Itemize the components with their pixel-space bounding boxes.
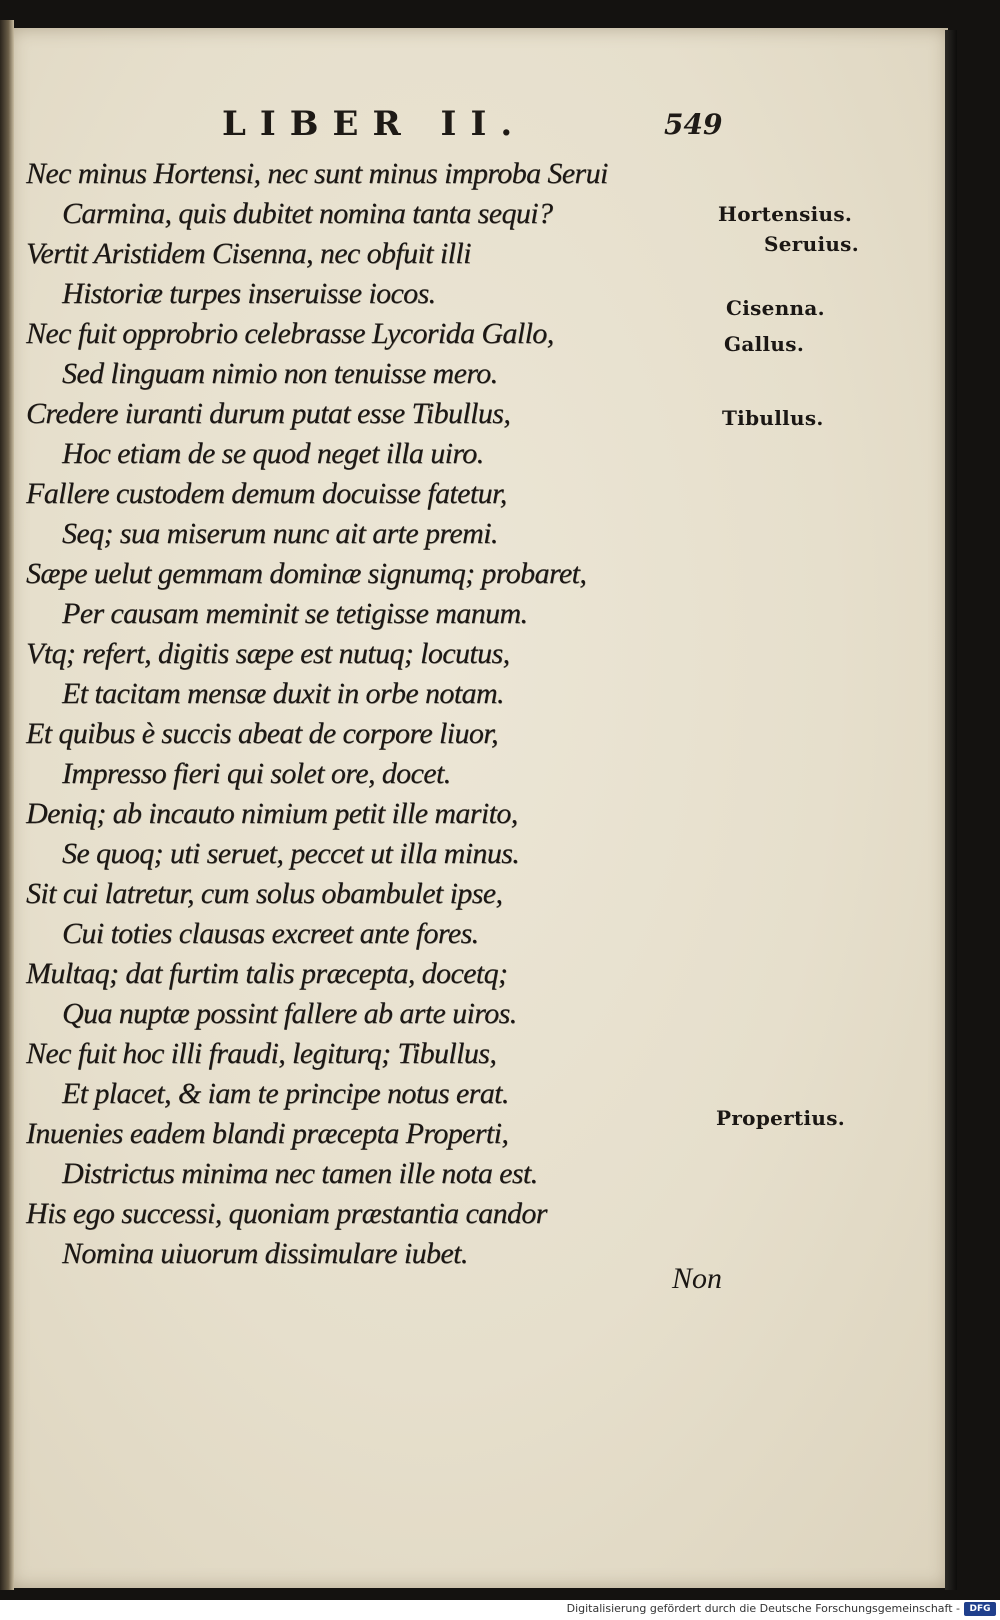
verse-line: Hoc etiam de se quod neget illa uiro. <box>62 437 484 470</box>
verse-line: Carmina, quis dubitet nomina tanta sequi? <box>62 197 553 230</box>
dfg-logo: DFG <box>964 1602 996 1616</box>
verse-line: Fallere custodem demum docuisse fatetur, <box>26 477 507 510</box>
verse-line: Vtq; refert, digitis sæpe est nutuq; locutus, <box>26 637 510 670</box>
verse-line: Sed linguam nimio non tenuisse mero. <box>62 357 498 390</box>
verse-text <box>26 154 646 1274</box>
page-gutter-shadow <box>0 20 14 1590</box>
verse-line: Inuenies eadem blandi præcepta Properti, <box>26 1117 509 1150</box>
digitization-footer <box>0 1600 1000 1620</box>
verse-line: Districtus minima nec tamen ille nota est. <box>62 1157 538 1190</box>
verse-line: Se quoq; uti seruet, peccet ut illa minus. <box>62 837 520 870</box>
marginal-note: Hortensius. <box>718 202 853 226</box>
verse-line: Impresso fieri qui solet ore, docet. <box>62 757 451 790</box>
verse-line: His ego successi, quoniam præstantia candor <box>26 1197 547 1230</box>
verse-line: Vertit Aristidem Cisenna, nec obfuit illi <box>26 237 471 270</box>
funding-credit: Digitalisierung gefördert durch die Deutsche Forschungsgemeinschaft - <box>566 1602 960 1615</box>
verse-line: Nec minus Hortensi, nec sunt minus improba Serui <box>26 157 608 190</box>
verse-line: Sæpe uelut gemmam dominæ signumq; probaret, <box>26 557 587 590</box>
verse-line: Qua nuptæ possint fallere ab arte uiros. <box>62 997 517 1030</box>
running-head: LIBER II. <box>222 104 527 144</box>
verse-line: Seq; sua miserum nunc ait arte premi. <box>62 517 498 550</box>
verse-line: Et placet, & iam te principe notus erat. <box>62 1077 509 1110</box>
verse-line: Nomina uiuorum dissimulare iubet. <box>62 1237 468 1270</box>
marginal-note: Seruius. <box>764 232 860 256</box>
marginal-note: Cisenna. <box>726 296 825 320</box>
page-number: 549 <box>664 108 723 141</box>
verse-line: Historiæ turpes inseruisse iocos. <box>62 277 436 310</box>
verse-line: Multaq; dat furtim talis præcepta, docetq; <box>26 957 508 990</box>
verse-line: Cui toties clausas excreet ante fores. <box>62 917 479 950</box>
page-edge <box>945 30 957 1590</box>
verse-line: Et quibus è succis abeat de corpore liuor, <box>26 717 498 750</box>
verse-line: Per causam meminit se tetigisse manum. <box>62 597 528 630</box>
verse-line: Sit cui latretur, cum solus obambulet ipse, <box>26 877 503 910</box>
verse-line: Nec fuit opprobrio celebrasse Lycorida Gallo, <box>26 317 554 350</box>
marginal-note: Tibullus. <box>722 406 824 430</box>
verse-line: Nec fuit hoc illi fraudi, legiturq; Tibullus, <box>26 1037 497 1070</box>
verse-line: Credere iuranti durum putat esse Tibullus, <box>26 397 511 430</box>
verse-line: Et tacitam mensæ duxit in orbe notam. <box>62 677 504 710</box>
catchword: Non <box>672 1262 723 1295</box>
marginal-note: Propertius. <box>716 1106 846 1130</box>
marginal-note: Gallus. <box>724 332 805 356</box>
marginal-notes <box>718 0 898 1600</box>
verse-line: Deniq; ab incauto nimium petit ille marito, <box>26 797 518 830</box>
